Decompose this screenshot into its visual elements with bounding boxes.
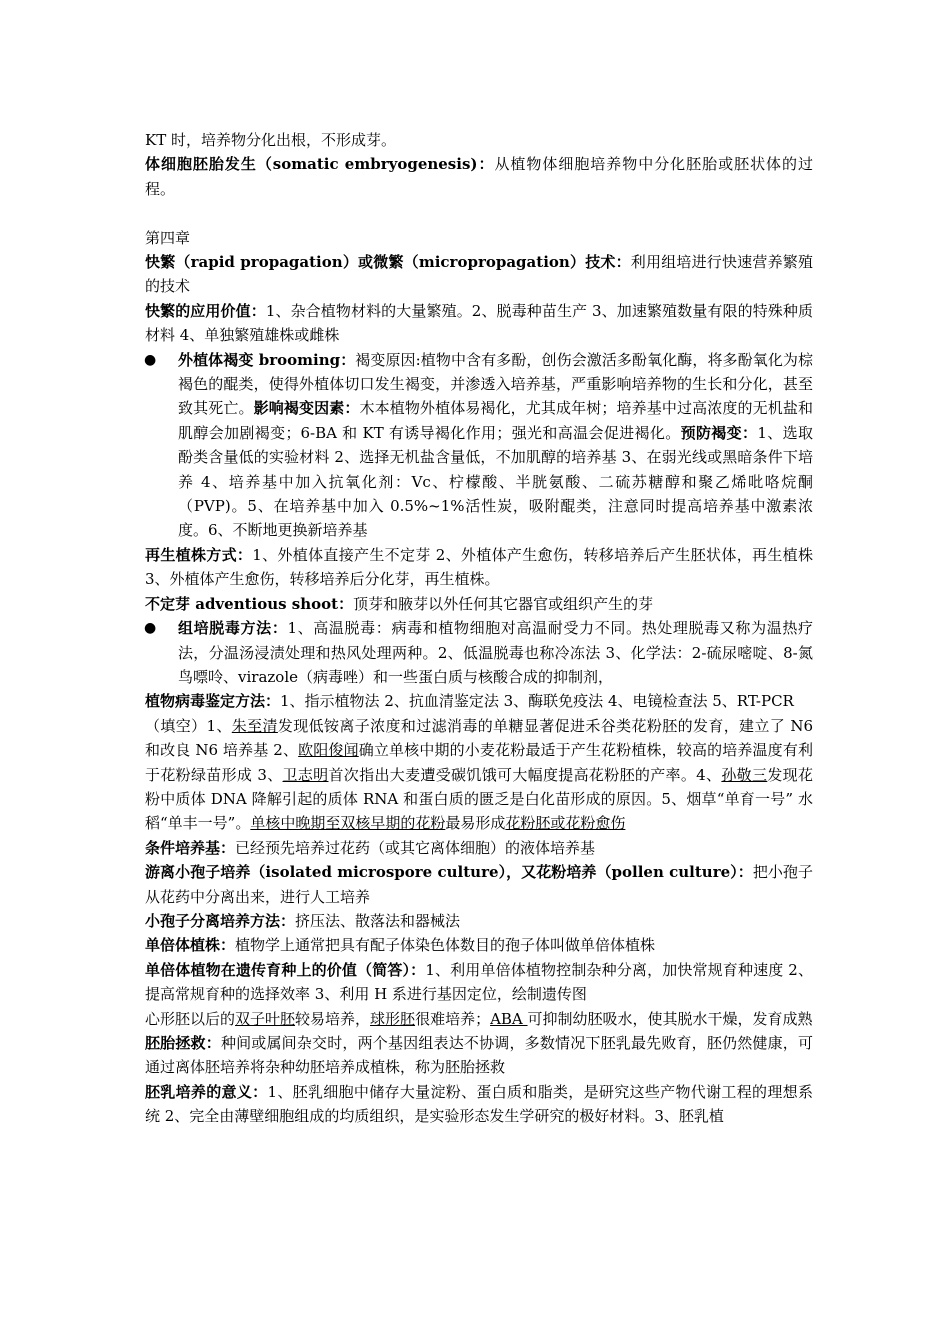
text-run: 把小孢子从花药中分离出来，进行人工培养 xyxy=(145,863,813,906)
underlined-text: 球形胚 xyxy=(370,1009,416,1028)
document-body xyxy=(145,128,813,1129)
paragraph xyxy=(145,933,813,957)
underlined-text: 欧阳俊闻 xyxy=(298,741,359,760)
paragraph xyxy=(145,860,813,909)
text-run: 最易形成 xyxy=(445,814,506,833)
paragraph xyxy=(145,836,813,860)
text-run: 褐变原因:植物中含有多酚，创伤会激活多酚氧化酶，将多酚氧化为棕褐色的醌类，使得外植体切口发生褐变，并渗透入培养基，严重影响培养物的生长和分化，甚至致其死亡。 xyxy=(178,350,813,418)
bold-term: 外植体褐变 brooming： xyxy=(178,350,356,369)
text-run: 很难培养； xyxy=(415,1009,491,1028)
underlined-text: 朱至清 xyxy=(231,716,278,735)
bold-term: 植物病毒鉴定方法： xyxy=(145,692,281,711)
underlined-text: 双子叶胚 xyxy=(235,1009,296,1028)
bold-term: 组培脱毒方法： xyxy=(178,619,288,638)
text-run: 植物学上通常把具有配子体染色体数目的孢子体叫做单倍体植株 xyxy=(235,936,656,955)
underlined-text: 孙敬三 xyxy=(721,765,768,784)
paragraph xyxy=(145,958,813,1007)
paragraph xyxy=(145,714,813,836)
bullet-item xyxy=(145,348,813,543)
text-run: 第四章 xyxy=(145,228,191,247)
text-run: 木本植物外植体易褐化，尤其成年树；培养基中过高浓度的无机盐和肌醇会加剧褐变；6-BA 和 KT 有诱导褐化作用；强光和高温会促进褐化。 xyxy=(178,399,813,442)
bullet-icon: ● xyxy=(144,351,157,368)
paragraph xyxy=(145,1007,813,1031)
text-run: 从植物体细胞培养物中分化胚胎或胚状体的过程。 xyxy=(145,155,813,198)
text-run: 1、指示植物法 2、抗血清鉴定法 3、酶联免疫法 4、电镜检查法 5、RT-PCR xyxy=(280,692,794,711)
paragraph xyxy=(145,689,813,713)
paragraph xyxy=(145,592,813,616)
underlined-text: 单核中晚期至双核早期的花粉 xyxy=(250,814,446,833)
text-run: 1、利用单倍体植物控制杂种分离，加快常规育种速度 2、提高常规育种的选择效率 3、利用 H 系进行基因定位，绘制遗传图 xyxy=(145,960,813,1004)
text-run: 首次指出大麦遭受碳饥饿可大幅度提高花粉胚的产率。4、 xyxy=(328,765,722,784)
bold-term: 单倍体植物在遗传育种上的价值（简答）： xyxy=(145,960,426,979)
bullet-icon: ● xyxy=(144,620,157,637)
text-run: 1、高温脱毒：病毒和植物细胞对高温耐受力不同。热处理脱毒又称为温热疗法，分温汤浸渍处理和热风处理两种。2、低温脱毒也称冷冻法 3、化学法：2-硫尿嘧啶、8-氮鸟嘌呤、virazole（病毒唑）和一些蛋白质与核酸合成的抑制剂， xyxy=(178,619,813,686)
underlined-text: ABA xyxy=(490,1009,528,1028)
text-run: 发现低铵离子浓度和过滤消毒的单糖显著促进禾谷类花粉胚的发育，建立了 N6 和改良 N6 培养基 2、 xyxy=(145,716,813,760)
bold-term: 条件培养基： xyxy=(145,838,236,857)
paragraph xyxy=(145,1080,813,1129)
paragraph xyxy=(145,1031,813,1080)
text-run: 利用组培进行快速营养繁殖的技术 xyxy=(145,253,813,296)
bold-term: 再生植株方式： xyxy=(145,545,253,564)
bold-term: 快繁（rapid propagation）或微繁（micropropagation）技术： xyxy=(145,253,631,272)
text-run: 1、选取酚类含量低的实验材料 2、选择无机盐含量低，不加肌醇的培养基 3、在弱光线或黑暗条件下培养 4、培养基中加入抗氧化剂：Vc、柠檬酸、半胱氨酸、二硫苏糖醇和聚乙烯吡咯烷酮（PVP)。5、在培养基中加入 0.5%~1%活性炭，吸附醌类，注意同时提高培养基中激素浓度。6、不断地更换新培养基 xyxy=(178,423,813,540)
blank-line xyxy=(145,201,813,225)
bold-term: 不定芽 adventious shoot： xyxy=(145,594,354,613)
text-run: 1、外植体直接产生不定芽 2、外植体产生愈伤，转移培养后产生胚状体，再生植株 3、外植体产生愈伤，转移培养后分化芽，再生植株。 xyxy=(145,545,813,589)
paragraph xyxy=(145,909,813,933)
text-run: 1、胚乳细胞中储存大量淀粉、蛋白质和脂类，是研究这些产物代谢工程的理想系统 2、完全由薄壁细胞组成的均质组织，是实验形态发生学研究的极好材料。3、胚乳植 xyxy=(145,1082,813,1126)
bold-term: 游离小孢子培养（isolated microspore culture），又花粉培养（pollen culture）： xyxy=(145,863,753,882)
bold-term: 胚乳培养的意义： xyxy=(145,1082,268,1101)
bold-term: 小孢子分离培养方法： xyxy=(145,911,296,930)
bold-term: 胚胎拯救： xyxy=(145,1034,221,1053)
bold-term: 体细胞胚胎发生（somatic embryogenesis)： xyxy=(145,155,495,174)
text-run: KT 时，培养物分化出根，不形成芽。 xyxy=(145,131,396,149)
text-run: 1、杂合植物材料的大量繁殖。2、脱毒种苗生产 3、加速繁殖数量有限的特殊种质材料 4、单独繁殖雄株或雌株 xyxy=(145,301,813,345)
text-run: 较易培养， xyxy=(295,1009,371,1028)
text-run: 心形胚以后的 xyxy=(145,1009,236,1028)
text-run: 发现花粉中质体 DNA 降解引起的质体 RNA 和蛋白质的匮乏是白化苗形成的原因。5、烟草“单育一号” 水稻“单丰一号”。 xyxy=(145,765,813,833)
underlined-text: 卫志明 xyxy=(282,765,329,784)
text-run: （填空）1、 xyxy=(145,716,232,735)
paragraph xyxy=(145,128,813,152)
text-run: 可抑制幼胚吸水，使其脱水干燥，发育成熟 xyxy=(527,1009,813,1028)
bold-term: 单倍体植株： xyxy=(145,936,236,955)
text-run: 顶芽和腋芽以外任何其它器官或组织产生的芽 xyxy=(353,594,654,613)
bullet-item xyxy=(145,616,813,689)
paragraph xyxy=(145,299,813,348)
paragraph xyxy=(145,152,813,201)
text-run: 种间或属间杂交时，两个基因组表达不协调，多数情况下胚乳最先败育，胚仍然健康，可通过离体胚培养将杂种幼胚培养成植株，称为胚胎拯救 xyxy=(145,1034,813,1077)
text-run: 确立单核中期的小麦花粉最适于产生花粉植株，较高的培养温度有利于花粉绿苗形成 3、 xyxy=(145,741,813,784)
underlined-text: 花粉胚或花粉愈伤 xyxy=(505,814,626,833)
bold-term: 快繁的应用价值： xyxy=(145,301,266,320)
paragraph xyxy=(145,226,813,250)
bold-term: 预防褐变： xyxy=(680,423,758,442)
bold-term: 影响褐变因素： xyxy=(253,399,360,418)
text-run: 已经预先培养过花药（或其它离体细胞）的液体培养基 xyxy=(235,838,596,857)
paragraph xyxy=(145,250,813,299)
paragraph xyxy=(145,543,813,592)
text-run: 挤压法、散落法和器械法 xyxy=(295,911,461,930)
